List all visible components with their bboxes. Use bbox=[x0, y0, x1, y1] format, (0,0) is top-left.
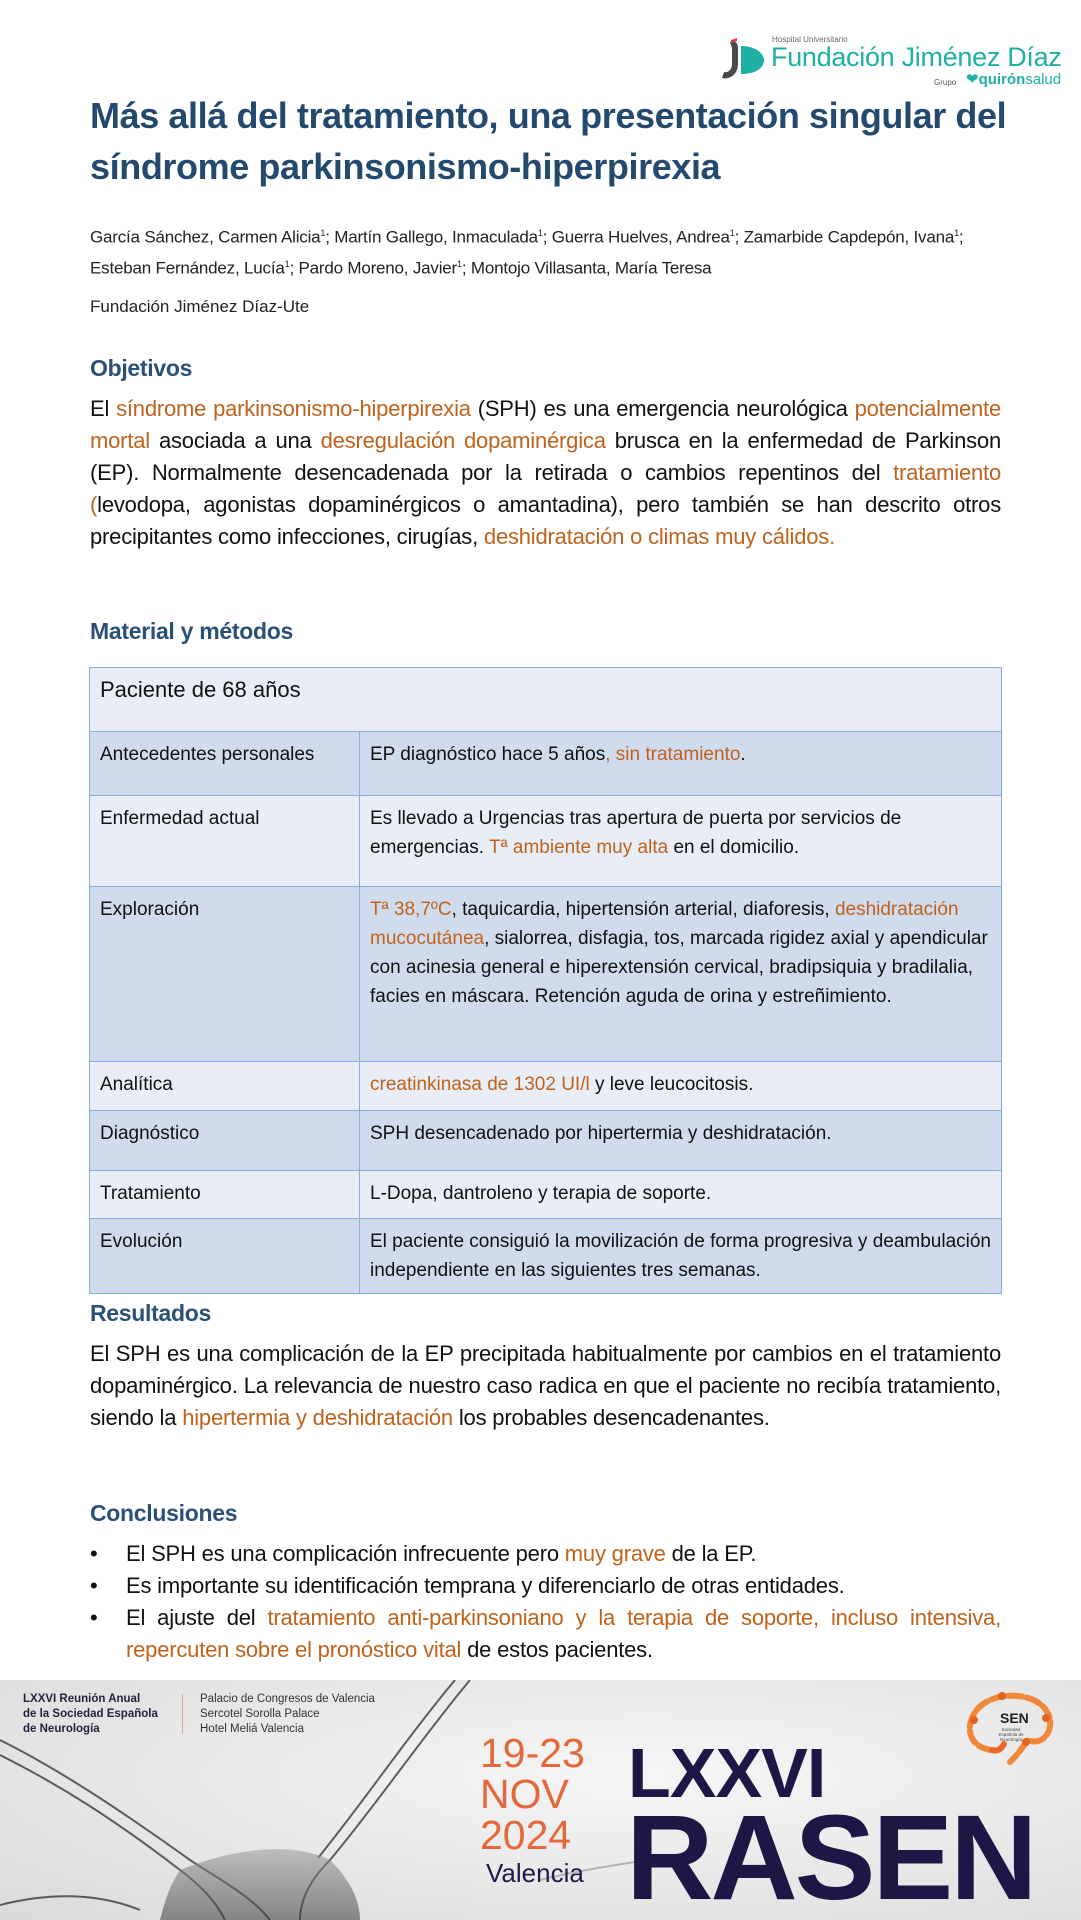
list-item: • El ajuste del tratamiento anti-parkinsoniano y la terapia de soporte, incluso intensiva, repercuten sobre el pronóstico vital de estos pacientes. bbox=[90, 1602, 1001, 1666]
fjd-logo-mark-icon bbox=[720, 34, 770, 84]
objetivos-text: El síndrome parkinsonismo-hiperpirexia (SPH) es una emergencia neurológica potencialmente mortal asociada a una desregulación dopaminérgica brusca en la enfermedad de Parkinson (EP). Normalmente desencadenada por la retirada o cambios repentinos del tratamiento (levodopa, agonistas dopaminérgicos o amantadina), pero también se han descrito otros precipitantes como infecciones, cirugías, deshidratación o climas muy cálidos. bbox=[90, 396, 1001, 549]
author-list: García Sánchez, Carmen Alicia$^1$; Martín Gallego, Inmaculada$^1$; Guerra Huelves, Andrea$^1$; Zamarbide Capdepón, Ivana$^1$; Esteban Fernández, Lucía$^1$; Pardo Moreno, Javier$^1$; Montojo Villasanta, María Teresa bbox=[90, 227, 964, 278]
row-label: Antecedentes personales bbox=[90, 732, 360, 796]
highlighted-text: tratamiento ( bbox=[90, 460, 1001, 517]
row-label: Diagnóstico bbox=[90, 1111, 360, 1171]
event-dates: 19-23 NOV 2024 bbox=[480, 1730, 585, 1858]
affiliation-marker: 1 bbox=[729, 228, 735, 238]
row-value: creatinkinasa de 1302 UI/l y leve leucocitosis. bbox=[360, 1062, 1002, 1111]
affiliation-marker: 1 bbox=[320, 228, 326, 238]
author-name: Esteban Fernández, Lucía bbox=[90, 258, 285, 278]
table-row bbox=[90, 1062, 1002, 1111]
sen-logo-text: SEN bbox=[1000, 1710, 1029, 1726]
row-label: Analítica bbox=[90, 1062, 360, 1111]
event-name: RASEN bbox=[626, 1789, 1035, 1920]
row-value: Tª 38,7ºC, taquicardia, hipertensión arterial, diaforesis, deshidratación mucocutánea, sialorrea, disfagia, tos, marcada rigidez axial y apendicular con acinesia general e hiperextensión cervical, bradipsiquia y bradilalia, facies en máscara. Retención aguda de orina y estreñimiento. bbox=[360, 887, 1002, 1062]
logo-quironsalud: ❤quirónsalud bbox=[966, 71, 1062, 88]
row-label: Tratamiento bbox=[90, 1171, 360, 1219]
table-row bbox=[90, 1171, 1002, 1219]
highlighted-text: , sin tratamiento bbox=[605, 744, 741, 765]
affiliation-marker: 1 bbox=[457, 258, 462, 269]
table-row bbox=[90, 1219, 1002, 1294]
highlighted-text: hipertermia y deshidratación bbox=[182, 1405, 453, 1430]
section-heading-conclusiones: Conclusiones bbox=[90, 1500, 238, 1526]
highlighted-text: tratamiento anti-parkinsoniano y la terapia de soporte, incluso intensiva, repercuten sobre el pronóstico vital bbox=[126, 1605, 1001, 1662]
edition-label: LXXVI bbox=[628, 1734, 826, 1812]
row-value: L-Dopa, dantroleno y terapia de soporte. bbox=[360, 1171, 1002, 1219]
table-row bbox=[90, 1111, 1002, 1171]
highlighted-text: deshidratación o climas muy cálidos. bbox=[483, 524, 835, 549]
highlighted-text: creatinkinasa de 1302 UI/l bbox=[370, 1074, 590, 1095]
logo-hospital-label: Hospital Universitario bbox=[772, 35, 848, 44]
author-name: García Sánchez, Carmen Alicia bbox=[90, 227, 321, 247]
highlighted-text: potencialmente mortal bbox=[90, 396, 1001, 453]
table-row bbox=[90, 796, 1002, 887]
author-name: Zamarbide Capdepón, Ivana bbox=[743, 227, 955, 247]
conclusions-list bbox=[90, 1538, 1001, 1666]
banner-divider bbox=[182, 1694, 183, 1734]
highlighted-text: muy grave bbox=[564, 1541, 666, 1566]
logo-grupo: Grupo bbox=[934, 78, 957, 87]
logo-name: Fundación Jiménez Díaz bbox=[771, 42, 1062, 72]
highlighted-text: síndrome parkinsonismo-hiperpirexia bbox=[116, 396, 471, 421]
section-heading-metodos: Material y métodos bbox=[90, 618, 293, 644]
author-name: Montojo Villasanta, María Teresa bbox=[470, 258, 712, 278]
author-name: Guerra Huelves, Andrea bbox=[551, 227, 730, 247]
highlighted-text: Tª 38,7ºC bbox=[370, 899, 452, 920]
author-name: Pardo Moreno, Javier bbox=[298, 258, 458, 278]
table-header-patient: Paciente de 68 años bbox=[90, 668, 1002, 732]
section-heading-objetivos: Objetivos bbox=[90, 355, 193, 381]
row-value: Es llevado a Urgencias tras apertura de puerta por servicios de emergencias. Tª ambiente muy alta en el domicilio. bbox=[360, 796, 1002, 887]
highlighted-text: deshidratación mucocutánea bbox=[370, 899, 959, 949]
row-value: El paciente consiguió la movilización de forma progresiva y deambulación independiente en las siguientes tres semanas. bbox=[360, 1219, 1002, 1294]
sen-logo-subtitle: Sociedad Española de Neurología bbox=[998, 1727, 1024, 1742]
table-row bbox=[90, 732, 1002, 796]
list-item: • Es importante su identificación temprana y diferenciarlo de otras entidades. bbox=[90, 1570, 1001, 1602]
row-label: Enfermedad actual bbox=[90, 796, 360, 887]
venue-list: Palacio de Congresos de Valencia Sercotel Sorolla Palace Hotel Meliá Valencia bbox=[200, 1693, 375, 1735]
row-value: SPH desencadenado por hipertermia y deshidratación. bbox=[360, 1111, 1002, 1171]
affiliation-marker: 1 bbox=[284, 258, 290, 269]
meeting-name: LXXVI Reunión Anual de la Sociedad Española de Neurología bbox=[23, 1693, 158, 1735]
row-label: Evolución bbox=[90, 1219, 360, 1294]
case-table bbox=[89, 667, 1002, 1294]
row-value: EP diagnóstico hace 5 años, sin tratamiento. bbox=[360, 732, 1002, 796]
section-heading-resultados: Resultados bbox=[90, 1300, 211, 1326]
table-row bbox=[90, 887, 1002, 1062]
affiliation: Fundación Jiménez Díaz-Ute bbox=[90, 297, 310, 316]
highlighted-text: Tª ambiente muy alta bbox=[489, 837, 669, 858]
congress-banner bbox=[0, 1680, 1081, 1920]
author-name: Martín Gallego, Inmaculada bbox=[334, 227, 538, 247]
affiliation-marker: 1 bbox=[537, 228, 543, 238]
row-label: Exploración bbox=[90, 887, 360, 1062]
highlighted-text: desregulación dopaminérgica bbox=[320, 428, 606, 453]
event-city: Valencia bbox=[486, 1858, 584, 1888]
resultados-text: El SPH es una complicación de la EP precipitada habitualmente por cambios en el tratamiento dopaminérgico. La relevancia de nuestro caso radica en que el paciente no recibía tratamiento, siendo la hipertermia y deshidratación los probables desencadenantes. bbox=[90, 1341, 1001, 1430]
affiliation-marker: 1 bbox=[954, 228, 959, 238]
poster-title: Más allá del tratamiento, una presentación singular del síndrome parkinsonismo-hiperpirexia bbox=[90, 95, 1007, 187]
list-item: • El SPH es una complicación infrecuente pero muy grave de la EP. bbox=[90, 1538, 1001, 1570]
fjd-logo bbox=[720, 30, 1060, 92]
